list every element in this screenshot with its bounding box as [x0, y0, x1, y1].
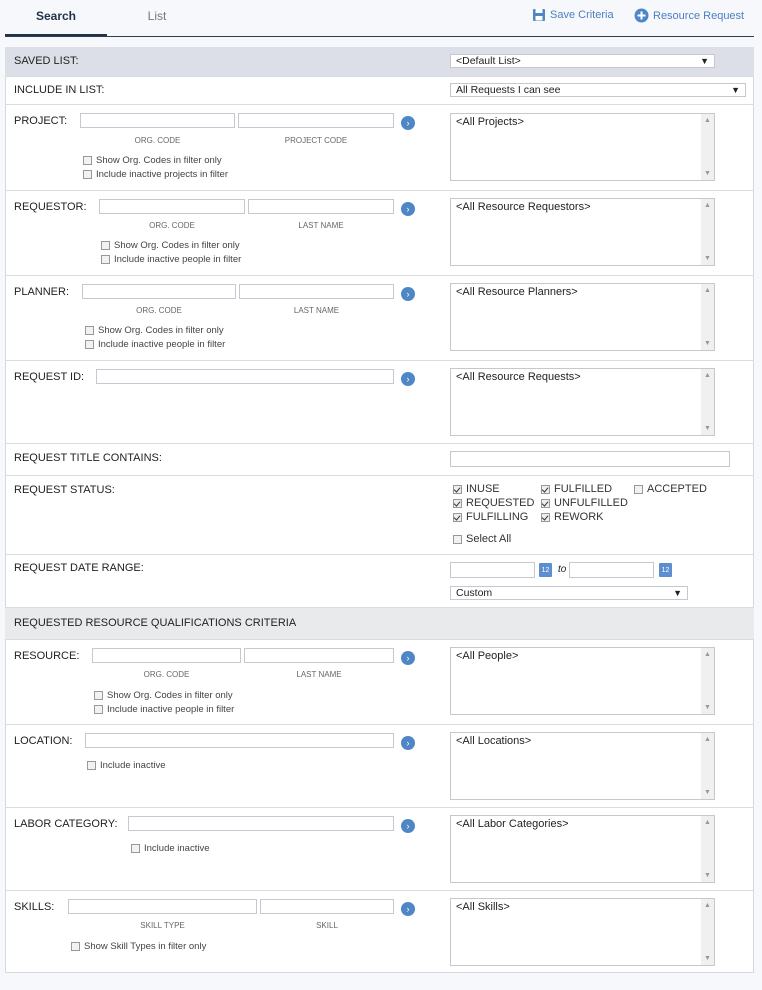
chevron-right-icon: › [406, 204, 410, 214]
date-range-label: REQUEST DATE RANGE: [14, 562, 144, 574]
skills-row [5, 891, 754, 973]
planner-org-code-input[interactable] [82, 284, 236, 299]
resource-show-org-checkbox[interactable] [94, 690, 233, 701]
request-status-label: REQUEST STATUS: [14, 484, 115, 496]
checkbox-icon [453, 499, 462, 508]
checkbox-icon [83, 170, 92, 179]
scroll-down-icon: ▼ [704, 789, 711, 796]
checkbox-label: Include inactive people in filter [98, 339, 226, 350]
resource-go-button[interactable] [401, 651, 415, 665]
title-contains-label: REQUEST TITLE CONTAINS: [14, 452, 162, 464]
location-row [5, 725, 754, 808]
checkbox-label: Show Org. Codes in filter only [96, 155, 222, 166]
checkbox-icon [131, 844, 140, 853]
checkbox-icon [453, 513, 462, 522]
labor-category-input[interactable] [128, 816, 394, 831]
requestor-label: REQUESTOR: [14, 201, 87, 213]
qualifications-section-title: REQUESTED RESOURCE QUALIFICATIONS CRITERIA [14, 617, 297, 629]
checkbox-label: UNFULFILLED [554, 497, 628, 509]
chevron-right-icon: › [406, 653, 410, 663]
request-id-row [5, 361, 754, 444]
last-name-caption: LAST NAME [293, 306, 340, 315]
checkbox-label: Show Org. Codes in filter only [107, 690, 233, 701]
include-value: All Requests I can see [456, 84, 561, 96]
save-criteria-button[interactable] [532, 8, 614, 22]
request-id-listbox[interactable] [450, 368, 715, 436]
org-code-caption: ORG. CODE [136, 306, 182, 315]
checkbox-label: Include inactive people in filter [107, 704, 235, 715]
checkbox-icon [85, 326, 94, 335]
requestor-go-button[interactable] [401, 202, 415, 216]
include-label: INCLUDE IN LIST: [14, 84, 105, 96]
scroll-down-icon: ▼ [704, 955, 711, 962]
title-contains-row [5, 444, 754, 476]
planner-last-name-input[interactable] [239, 284, 394, 299]
chevron-right-icon: › [406, 118, 410, 128]
dropdown-arrow-icon: ▼ [673, 588, 682, 598]
skills-go-button[interactable] [401, 902, 415, 916]
scrollbar[interactable] [701, 284, 714, 350]
chevron-right-icon: › [406, 821, 410, 831]
chevron-right-icon: › [406, 738, 410, 748]
skill-type-input[interactable] [68, 899, 257, 914]
checkbox-label: FULFILLED [554, 483, 613, 495]
labor-category-list-value: <All Labor Categories> [456, 818, 569, 830]
project-list-value: <All Projects> [456, 116, 524, 128]
calendar-icon[interactable]: 12 [659, 563, 672, 577]
qualifications-section-header [5, 608, 754, 640]
top-bar [0, 0, 762, 36]
checkbox-icon [453, 535, 462, 544]
project-code-input[interactable] [238, 113, 394, 128]
scroll-down-icon: ▼ [704, 425, 711, 432]
scroll-down-icon: ▼ [704, 872, 711, 879]
checkbox-label: REQUESTED [466, 497, 535, 509]
scroll-down-icon: ▼ [704, 170, 711, 177]
scroll-down-icon: ▼ [704, 704, 711, 711]
checkbox-icon [541, 499, 550, 508]
status-accepted-checkbox[interactable] [634, 483, 707, 495]
saved-list-row [5, 47, 754, 77]
scrollbar[interactable] [701, 114, 714, 180]
tab-divider [5, 36, 754, 37]
requestor-list-value: <All Resource Requestors> [456, 201, 591, 213]
checkbox-label: Include inactive projects in filter [96, 169, 229, 180]
request-id-input[interactable] [96, 369, 394, 384]
location-include-inactive-checkbox[interactable] [87, 760, 165, 771]
scroll-up-icon: ▲ [704, 117, 711, 124]
location-list-value: <All Locations> [456, 735, 532, 747]
status-fulfilling-checkbox[interactable] [453, 511, 528, 523]
saved-list-label: SAVED LIST: [14, 55, 79, 67]
checkbox-label: Include inactive [100, 760, 166, 771]
date-range-row [5, 555, 754, 608]
project-code-caption: PROJECT CODE [284, 136, 348, 145]
resource-org-code-input[interactable] [92, 648, 241, 663]
saved-list-select[interactable] [450, 54, 715, 68]
scroll-down-icon: ▼ [704, 255, 711, 262]
location-label: LOCATION: [14, 735, 73, 747]
date-preset-value: Custom [456, 587, 493, 599]
resource-request-label: Resource Request [653, 9, 745, 22]
scroll-up-icon: ▲ [704, 819, 711, 826]
chevron-right-icon: › [406, 374, 410, 384]
checkbox-icon [634, 485, 643, 494]
labor-category-label: LABOR CATEGORY: [14, 818, 118, 830]
checkbox-icon [87, 761, 96, 770]
skill-caption: SKILL [316, 921, 338, 930]
scroll-up-icon: ▲ [704, 202, 711, 209]
save-criteria-label: Save Criteria [550, 9, 614, 21]
requestor-last-name-input[interactable] [248, 199, 394, 214]
scroll-down-icon: ▼ [704, 340, 711, 347]
resource-row [5, 640, 754, 725]
resource-include-inactive-checkbox[interactable] [94, 704, 234, 715]
resource-listbox[interactable] [450, 647, 715, 715]
plus-circle-icon [634, 8, 649, 23]
location-input[interactable] [85, 733, 394, 748]
skills-show-types-checkbox[interactable] [71, 941, 206, 952]
dropdown-arrow-icon: ▼ [731, 85, 740, 95]
requestor-listbox[interactable] [450, 198, 715, 266]
scrollbar[interactable] [701, 199, 714, 265]
scroll-up-icon: ▲ [704, 736, 711, 743]
labor-category-row [5, 808, 754, 891]
planner-include-inactive-checkbox[interactable] [85, 339, 225, 350]
location-go-button[interactable] [401, 736, 415, 750]
project-include-inactive-checkbox[interactable] [83, 169, 228, 180]
date-to-input[interactable] [569, 562, 654, 578]
checkbox-label: REWORK [554, 511, 604, 523]
scroll-up-icon: ▲ [704, 372, 711, 379]
calendar-icon[interactable]: 12 [539, 563, 552, 577]
skills-listbox[interactable] [450, 898, 715, 966]
saved-list-value: <Default List> [456, 55, 521, 67]
checkbox-label: Show Org. Codes in filter only [114, 240, 240, 251]
skills-label: SKILLS: [14, 901, 55, 913]
checkbox-icon [453, 485, 462, 494]
checkbox-icon [94, 705, 103, 714]
checkbox-icon [85, 340, 94, 349]
date-preset-select[interactable] [450, 586, 688, 600]
checkbox-label: FULFILLING [466, 511, 529, 523]
requestor-include-inactive-checkbox[interactable] [101, 254, 241, 265]
chevron-right-icon: › [406, 904, 410, 914]
planner-row [5, 276, 754, 361]
status-fulfilled-checkbox[interactable] [541, 483, 612, 495]
request-status-row [5, 476, 754, 555]
last-name-caption: LAST NAME [298, 221, 344, 230]
scrollbar[interactable] [701, 899, 714, 965]
planner-listbox[interactable] [450, 283, 715, 351]
scrollbar[interactable] [701, 816, 714, 882]
checkbox-icon [541, 513, 550, 522]
project-label: PROJECT: [14, 115, 68, 127]
scrollbar[interactable] [701, 648, 714, 714]
checkbox-label: Include inactive people in filter [114, 254, 242, 265]
org-code-caption: ORG. CODE [143, 670, 190, 679]
planner-list-value: <All Resource Planners> [456, 286, 578, 298]
checkbox-label: Show Org. Codes in filter only [98, 325, 224, 336]
project-row [5, 105, 754, 191]
include-select[interactable] [450, 83, 746, 97]
project-show-org-checkbox[interactable] [83, 155, 222, 166]
resource-list-value: <All People> [456, 650, 519, 662]
dropdown-arrow-icon: ▼ [700, 56, 709, 66]
project-org-code-input[interactable] [80, 113, 235, 128]
scroll-up-icon: ▲ [704, 902, 711, 909]
org-code-caption: ORG. CODE [134, 136, 181, 145]
date-to-label: to [558, 564, 567, 575]
scroll-up-icon: ▲ [704, 651, 711, 658]
scrollbar[interactable] [701, 733, 714, 799]
status-unfulfilled-checkbox[interactable] [541, 497, 628, 509]
checkbox-icon [71, 942, 80, 951]
resource-last-name-input[interactable] [244, 648, 394, 663]
checkbox-label: Include inactive [144, 843, 210, 854]
checkbox-icon [541, 485, 550, 494]
resource-label: RESOURCE: [14, 650, 80, 662]
status-requested-checkbox[interactable] [453, 497, 534, 509]
location-listbox[interactable] [450, 732, 715, 800]
status-rework-checkbox[interactable] [541, 511, 604, 523]
last-name-caption: LAST NAME [296, 670, 342, 679]
skill-input[interactable] [260, 899, 394, 914]
requestor-org-code-input[interactable] [99, 199, 245, 214]
include-row [5, 77, 754, 105]
planner-show-org-checkbox[interactable] [85, 325, 224, 336]
checkbox-icon [101, 255, 110, 264]
tab-list[interactable]: List [147, 9, 167, 23]
skills-list-value: <All Skills> [456, 901, 510, 913]
scrollbar[interactable] [701, 369, 714, 435]
checkbox-label: ACCEPTED [647, 483, 707, 495]
title-contains-input[interactable] [450, 451, 730, 467]
org-code-caption: ORG. CODE [149, 221, 195, 230]
labor-category-go-button[interactable] [401, 819, 415, 833]
planner-go-button[interactable] [401, 287, 415, 301]
chevron-right-icon: › [406, 289, 410, 299]
date-from-input[interactable] [450, 562, 535, 578]
checkbox-label: Show Skill Types in filter only [84, 941, 207, 952]
floppy-disk-icon [532, 8, 546, 22]
checkbox-icon [83, 156, 92, 165]
scroll-up-icon: ▲ [704, 287, 711, 294]
request-id-go-button[interactable] [401, 372, 415, 386]
labor-include-inactive-checkbox[interactable] [131, 843, 209, 854]
requestor-row [5, 191, 754, 276]
checkbox-label: INUSE [466, 483, 500, 495]
status-select-all-checkbox[interactable] [453, 533, 511, 545]
status-inuse-checkbox[interactable] [453, 483, 500, 495]
request-id-list-value: <All Resource Requests> [456, 371, 581, 383]
resource-request-button[interactable] [634, 8, 744, 23]
requestor-show-org-checkbox[interactable] [101, 240, 240, 251]
tab-search[interactable]: Search [35, 9, 77, 23]
project-listbox[interactable] [450, 113, 715, 181]
project-go-button[interactable] [401, 116, 415, 130]
checkbox-icon [94, 691, 103, 700]
checkbox-label: Select All [466, 533, 512, 545]
skill-type-caption: SKILL TYPE [140, 921, 185, 930]
labor-category-listbox[interactable] [450, 815, 715, 883]
checkbox-icon [101, 241, 110, 250]
planner-label: PLANNER: [14, 286, 70, 298]
request-id-label: REQUEST ID: [14, 371, 85, 383]
